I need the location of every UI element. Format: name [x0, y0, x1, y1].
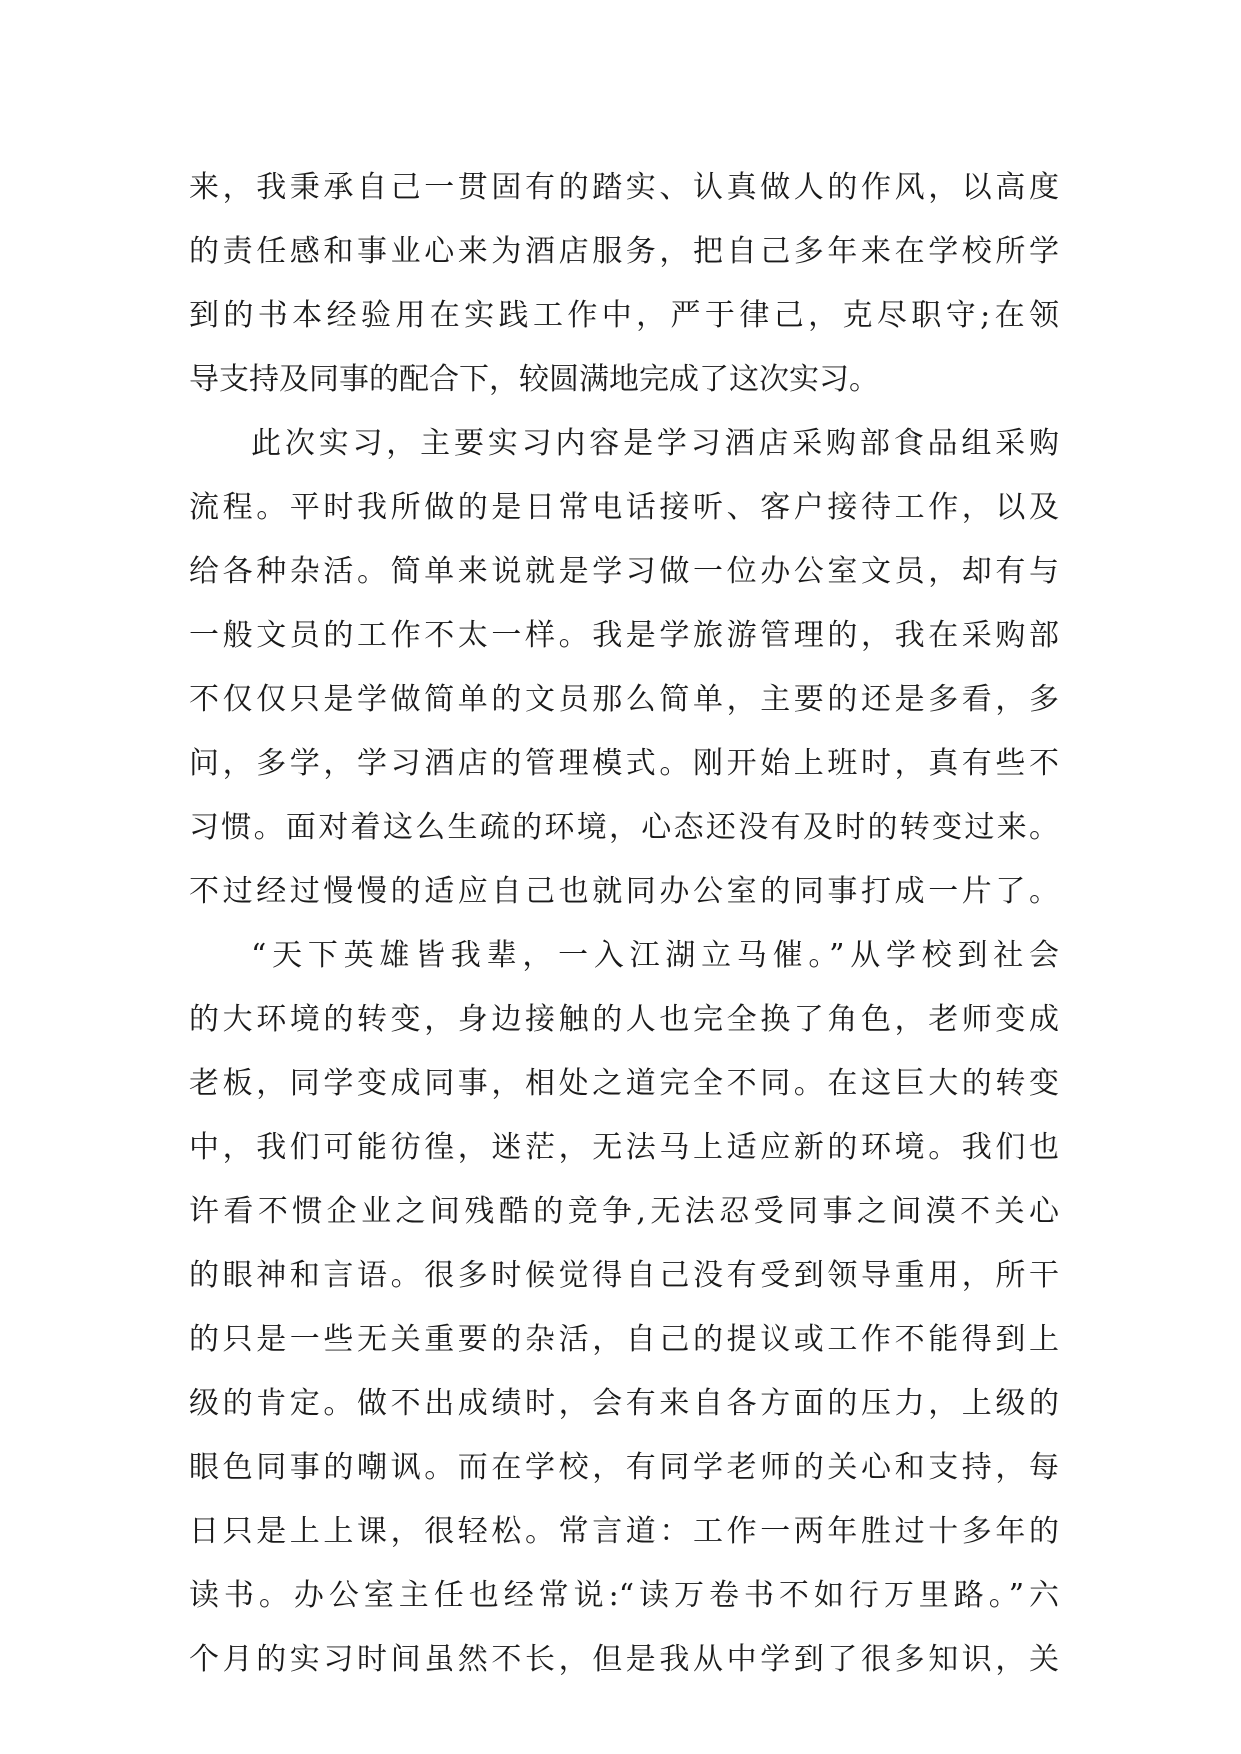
paragraph-3	[189, 924, 1059, 1692]
text-line: 许看不惯企业之间残酷的竞争,无法忍受同事之间漠不关心	[189, 1194, 1059, 1229]
text-line: 读书。办公室主任也经常说:“读万卷书不如行万里路。”六	[189, 1578, 1059, 1613]
text-line: 给各种杂活。简单来说就是学习做一位办公室文员，却有与	[189, 554, 1059, 589]
text-line: 不过经过慢慢的适应自己也就同办公室的同事打成一片了。	[189, 874, 1059, 909]
text-line: 个月的实习时间虽然不长，但是我从中学到了很多知识，关	[189, 1642, 1059, 1677]
text-line: “天下英雄皆我辈，一入江湖立马催。”从学校到社会	[251, 938, 1059, 973]
text-line: 此次实习，主要实习内容是学习酒店采购部食品组采购	[251, 426, 1059, 461]
text-line: 一般文员的工作不太一样。我是学旅游管理的，我在采购部	[189, 618, 1059, 653]
text-line: 的大环境的转变，身边接触的人也完全换了角色，老师变成	[189, 1002, 1059, 1037]
text-line: 习惯。面对着这么生疏的环境，心态还没有及时的转变过来。	[189, 810, 1059, 845]
text-line: 到的书本经验用在实践工作中，严于律己，克尽职守;在领	[189, 298, 1059, 333]
text-line: 日只是上上课，很轻松。常言道：工作一两年胜过十多年的	[189, 1514, 1059, 1549]
text-line: 不仅仅只是学做简单的文员那么简单，主要的还是多看，多	[189, 682, 1059, 717]
text-line: 问，多学，学习酒店的管理模式。刚开始上班时，真有些不	[189, 746, 1059, 781]
text-line: 流程。平时我所做的是日常电话接听、客户接待工作，以及	[189, 490, 1059, 525]
text-line: 眼色同事的嘲讽。而在学校，有同学老师的关心和支持，每	[189, 1450, 1059, 1485]
text-line: 的只是一些无关重要的杂活，自己的提议或工作不能得到上	[189, 1322, 1059, 1357]
text-line: 来，我秉承自己一贯固有的踏实、认真做人的作风，以高度	[189, 170, 1059, 205]
paragraph-2	[189, 412, 1059, 924]
paragraph-1	[189, 156, 1059, 412]
text-line: 的眼神和言语。很多时候觉得自己没有受到领导重用，所干	[189, 1258, 1059, 1293]
text-line: 的责任感和事业心来为酒店服务，把自己多年来在学校所学	[189, 234, 1059, 269]
document-body	[189, 156, 1059, 1692]
text-line: 导支持及同事的配合下，较圆满地完成了这次实习。	[189, 362, 879, 397]
text-line: 级的肯定。做不出成绩时，会有来自各方面的压力，上级的	[189, 1386, 1059, 1421]
text-line: 老板，同学变成同事，相处之道完全不同。在这巨大的转变	[189, 1066, 1059, 1101]
text-line: 中，我们可能彷徨，迷茫，无法马上适应新的环境。我们也	[189, 1130, 1059, 1165]
